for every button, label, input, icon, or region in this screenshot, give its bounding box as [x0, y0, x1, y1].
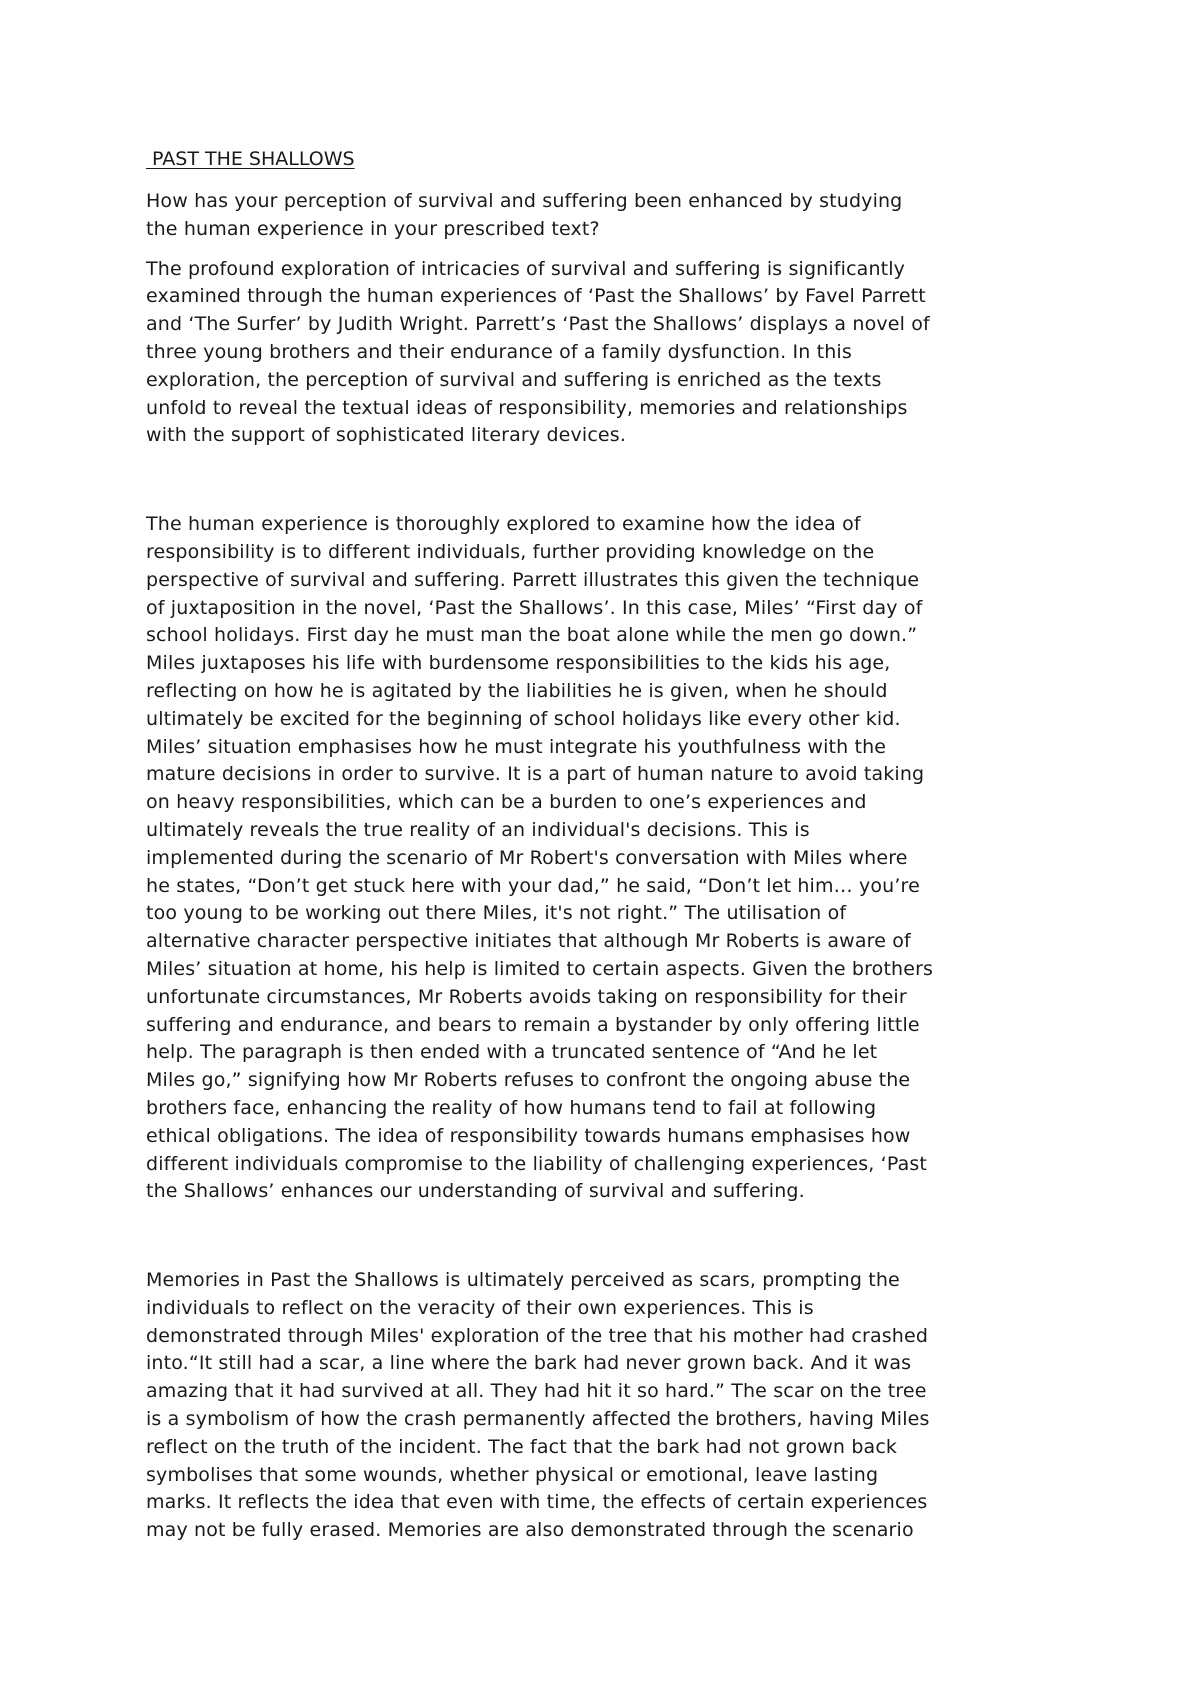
text-line: Miles’ situation at home, his help is limited to certain aspects. Given the brothers — [146, 957, 934, 980]
text-line: implemented during the scenario of Mr Robert's conversation with Miles where — [146, 846, 908, 869]
text-line: Miles’ situation emphasises how he must integrate his youthfulness with the — [146, 735, 887, 758]
text-line: ultimately reveals the true reality of an individual's decisions. This is — [146, 818, 810, 841]
document-title: PAST THE SHALLOWS — [146, 148, 355, 170]
text-line: The profound exploration of intricacies of survival and suffering is significantly — [146, 257, 906, 280]
text-line: different individuals compromise to the liability of challenging experiences, ‘Past — [146, 1152, 928, 1175]
text-line: brothers face, enhancing the reality of how humans tend to fail at following — [146, 1096, 877, 1119]
text-line: amazing that it had survived at all. They had hit it so hard.” The scar on the tree — [146, 1380, 927, 1403]
text-line: Memories in Past the Shallows is ultimately perceived as scars, prompting the — [146, 1269, 900, 1292]
text-line: alternative character perspective initiates that although Mr Roberts is aware of — [146, 930, 911, 953]
text-line: Miles go,” signifying how Mr Roberts refuses to confront the ongoing abuse the — [146, 1069, 911, 1092]
text-line: and ‘The Surfer’ by Judith Wright. Parrett’s ‘Past the Shallows’ displays a novel of — [146, 313, 930, 336]
text-line: of juxtaposition in the novel, ‘Past the Shallows’. In this case, Miles’ “First day of — [146, 596, 923, 619]
text-line: How has your perception of survival and suffering been enhanced by studying — [146, 190, 903, 212]
text-line: ultimately be excited for the beginning of school holidays like every other kid. — [146, 707, 901, 730]
text-line: unfold to reveal the textual ideas of responsibility, memories and relationships — [146, 396, 908, 419]
text-line: school holidays. First day he must man the boat alone while the men go down.” — [146, 624, 918, 647]
text-line: too young to be working out there Miles, it's not right.” The utilisation of — [146, 902, 847, 925]
text-line: is a symbolism of how the crash permanently affected the brothers, having Miles — [146, 1408, 930, 1431]
text-line: the human experience in your prescribed text? — [146, 217, 600, 240]
text-line: perspective of survival and suffering. Parrett illustrates this given the technique — [146, 568, 920, 591]
responsibility-paragraph — [146, 511, 1066, 1206]
text-line: reflecting on how he is agitated by the liabilities he is given, when he should — [146, 679, 888, 702]
text-line: Miles juxtaposes his life with burdensome responsibilities to the kids his age, — [146, 652, 891, 675]
text-line: the Shallows’ enhances our understanding of survival and suffering. — [146, 1180, 805, 1203]
text-line: into.“It still had a scar, a line where the bark had never grown back. And it was — [146, 1352, 912, 1375]
text-line: three young brothers and their endurance of a family dysfunction. In this — [146, 340, 852, 363]
text-line: mature decisions in order to survive. It is a part of human nature to avoid taking — [146, 763, 925, 786]
text-line: unfortunate circumstances, Mr Roberts avoids taking on responsibility for their — [146, 985, 907, 1008]
essay-question — [146, 188, 1066, 244]
text-line: help. The paragraph is then ended with a truncated sentence of “And he let — [146, 1041, 878, 1064]
text-line: marks. It reflects the idea that even with time, the effects of certain experiences — [146, 1491, 928, 1514]
text-line: examined through the human experiences of ‘Past the Shallows’ by Favel Parrett — [146, 285, 926, 308]
text-line: suffering and endurance, and bears to remain a bystander by only offering little — [146, 1013, 920, 1036]
text-line: responsibility is to different individuals, further providing knowledge on the — [146, 540, 875, 563]
text-line: ethical obligations. The idea of responsibility towards humans emphasises how — [146, 1124, 911, 1147]
memories-paragraph — [146, 1267, 1066, 1545]
text-line: reflect on the truth of the incident. The fact that the bark had not grown back — [146, 1435, 898, 1458]
text-line: may not be fully erased. Memories are also demonstrated through the scenario — [146, 1519, 914, 1542]
document-body — [146, 145, 1066, 1557]
text-line: symbolises that some wounds, whether physical or emotional, leave lasting — [146, 1463, 879, 1486]
intro-paragraph — [146, 256, 1066, 451]
text-line: exploration, the perception of survival and suffering is enriched as the texts — [146, 368, 882, 391]
text-line: individuals to reflect on the veracity of their own experiences. This is — [146, 1296, 814, 1319]
text-line: he states, “Don’t get stuck here with your dad,” he said, “Don’t let him… you’re — [146, 874, 920, 897]
text-line: on heavy responsibilities, which can be a burden to one’s experiences and — [146, 791, 867, 814]
text-line: The human experience is thoroughly explored to examine how the idea of — [146, 513, 861, 536]
text-line: with the support of sophisticated literary devices. — [146, 424, 627, 447]
text-line: demonstrated through Miles' exploration of the tree that his mother had crashed — [146, 1324, 929, 1347]
